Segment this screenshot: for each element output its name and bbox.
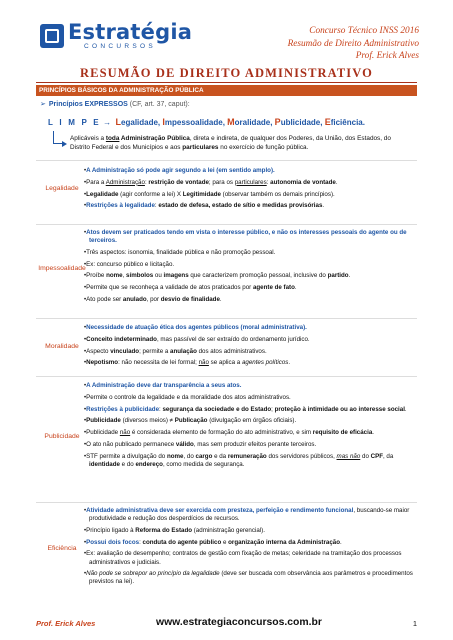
principle-label: Eficiência — [47, 545, 77, 552]
list-item: • Atos devem ser praticados tendo em vista o interesse público, e não os interesses pessoais do agente ou de terceiros. — [84, 229, 417, 245]
principle-list — [84, 324, 417, 371]
list-item: • Permite que se reconheça a validade de atos praticados por agente de fato. — [84, 284, 417, 292]
subheading-bold: Princípios EXPRESSOS — [48, 101, 128, 108]
estrategia-logo — [40, 22, 192, 51]
list-item: • Publicidade (diversos meios) ≠ Publicação (divulgação em órgãos oficiais). — [84, 417, 417, 425]
list-item: • Ex: avaliação de desempenho; contratos de gestão com fixação de metas; celeridade na tramitação dos processos administrativos e judiciais. — [84, 550, 417, 566]
intro-text: Aplicáveis a toda Administração Pública, direta e indireta, de qualquer dos Poderes, da União, dos Estados, do Distrito Federal e dos Municípios e aos particulares no exercício de função pública. — [70, 135, 391, 151]
header-subject: Resumão de Direito Administrativo — [287, 38, 419, 49]
page-number: 1 — [412, 619, 417, 628]
list-item: • Proíbe nome, símbolos ou imagens que caracterizem promoção pessoal, inclusive do partido. — [84, 272, 417, 280]
principle-list — [84, 382, 417, 473]
list-item: • Três aspectos: isonomia, finalidade pública e não promoção pessoal. — [84, 249, 417, 257]
list-item: • A Administração só pode agir segundo a lei (em sentido amplo). — [84, 167, 417, 175]
title-rule — [36, 82, 417, 83]
list-item: • Publicidade não é considerada elemento de formação do ato administrativo, e sim requisito de eficácia. — [84, 429, 417, 437]
list-item: • O ato não publicado permanece válido, mas sem produzir efeitos perante terceiros. — [84, 441, 417, 449]
corner-arrow-icon — [53, 131, 62, 144]
list-item: • Princípio ligado à Reforma do Estado (administração gerencial). — [84, 527, 417, 535]
principle-legalidade — [36, 160, 417, 223]
principle-impessoalidade — [36, 224, 417, 317]
principle-label: Publicidade — [44, 433, 80, 440]
header-info — [288, 25, 419, 63]
principle-label: Impessoalidade — [38, 265, 86, 272]
limpe-item: Moralidade, — [227, 117, 275, 127]
logo-icon — [40, 24, 64, 48]
list-item: • Aspecto vinculado; permite a anulação dos atos administrativos. — [84, 348, 417, 356]
limpe-label: L I M P E — [48, 118, 101, 127]
limpe-item: Eficiência. — [324, 117, 365, 127]
logo-brand: Estratégia — [68, 20, 193, 44]
limpe-mnemonic — [48, 117, 365, 127]
principle-list — [84, 229, 417, 308]
list-item: • Legalidade (agir conforme a lei) X Legitimidade (observar também os demais princípios). — [84, 191, 417, 199]
list-item: • A Administração deve dar transparência a seus atos. — [84, 382, 417, 390]
list-item: • Ato pode ser anulado, por desvio de finalidade. — [84, 296, 417, 304]
list-item: • Não pode se sobrepor ao princípio da legalidade (deve ser buscada com observância aos parâmetros e procedimentos previstos na lei). — [84, 570, 417, 586]
limpe-arrow: → — [103, 118, 114, 127]
limpe-item: Impessoalidade, — [162, 117, 228, 127]
limpe-item: Legalidade, — [115, 117, 163, 127]
principle-label: Moralidade — [45, 343, 79, 350]
section-bar — [36, 85, 417, 96]
footer-author: Prof. Erick Alves — [36, 619, 96, 628]
principle-list — [84, 507, 417, 590]
principle-publicidade — [36, 376, 417, 501]
section-title: PRINCÍPIOS BÁSICOS DA ADMINISTRAÇÃO PÚBLICA — [39, 87, 204, 94]
list-item: • Necessidade de atuação ética dos agentes públicos (moral administrativa). — [84, 324, 417, 332]
list-item: • Possui dois focos: conduta do agente público e organização interna da Administração. — [84, 539, 417, 547]
principle-label: Legalidade — [45, 185, 79, 192]
principle-eficiencia — [36, 502, 417, 603]
footer-site-link[interactable]: www.estrategiaconcursos.com.br — [156, 617, 322, 628]
list-item: • Restrições à legalidade: estado de defesa, estado de sítio e medidas provisórias. — [84, 202, 417, 210]
header-author: Prof. Erick Alves — [355, 51, 419, 61]
limpe-item: Publicidade, — [274, 117, 325, 127]
logo-subtitle: CONCURSOS — [84, 43, 156, 50]
principle-moralidade — [36, 318, 417, 375]
list-item: • Conceito indeterminado, mas passível de ser extraído do ordenamento jurídico. — [84, 336, 417, 344]
subheading — [40, 100, 190, 108]
list-item: • Restrições à publicidade: segurança da sociedade e do Estado; proteção à intimidade ou ao interesse social. — [84, 406, 417, 414]
principle-list — [84, 167, 417, 214]
list-item: • Para a Administração: restrição de vontade; para os particulares: autonomia de vontade. — [84, 179, 417, 187]
limpe-items — [116, 118, 365, 127]
list-item: • Permite o controle da legalidade e da moralidade dos atos administrativos. — [84, 394, 417, 402]
page-title: RESUMÃO DE DIREITO ADMINISTRATIVO — [80, 66, 373, 80]
list-item: • Ex: concurso público e licitação. — [84, 261, 417, 269]
arrow-bullet-icon: ➢ — [40, 101, 46, 108]
list-item: • Nepotismo: não necessita de lei formal; não se aplica a agentes políticos. — [84, 359, 417, 367]
subheading-ref: (CF, art. 37, caput): — [129, 101, 190, 108]
list-item: • Atividade administrativa deve ser exercida com presteza, perfeição e rendimento funcional, buscando-se maior produtividade e redução dos desperdícios de recursos. — [84, 507, 417, 523]
header-course: Concurso Técnico INSS 2016 — [309, 26, 419, 36]
list-item: • STF permite a divulgação do nome, do cargo e da remuneração dos servidores públicos, mas não do CPF, da identidade e do endereço, como medida de segurança. — [84, 453, 417, 469]
